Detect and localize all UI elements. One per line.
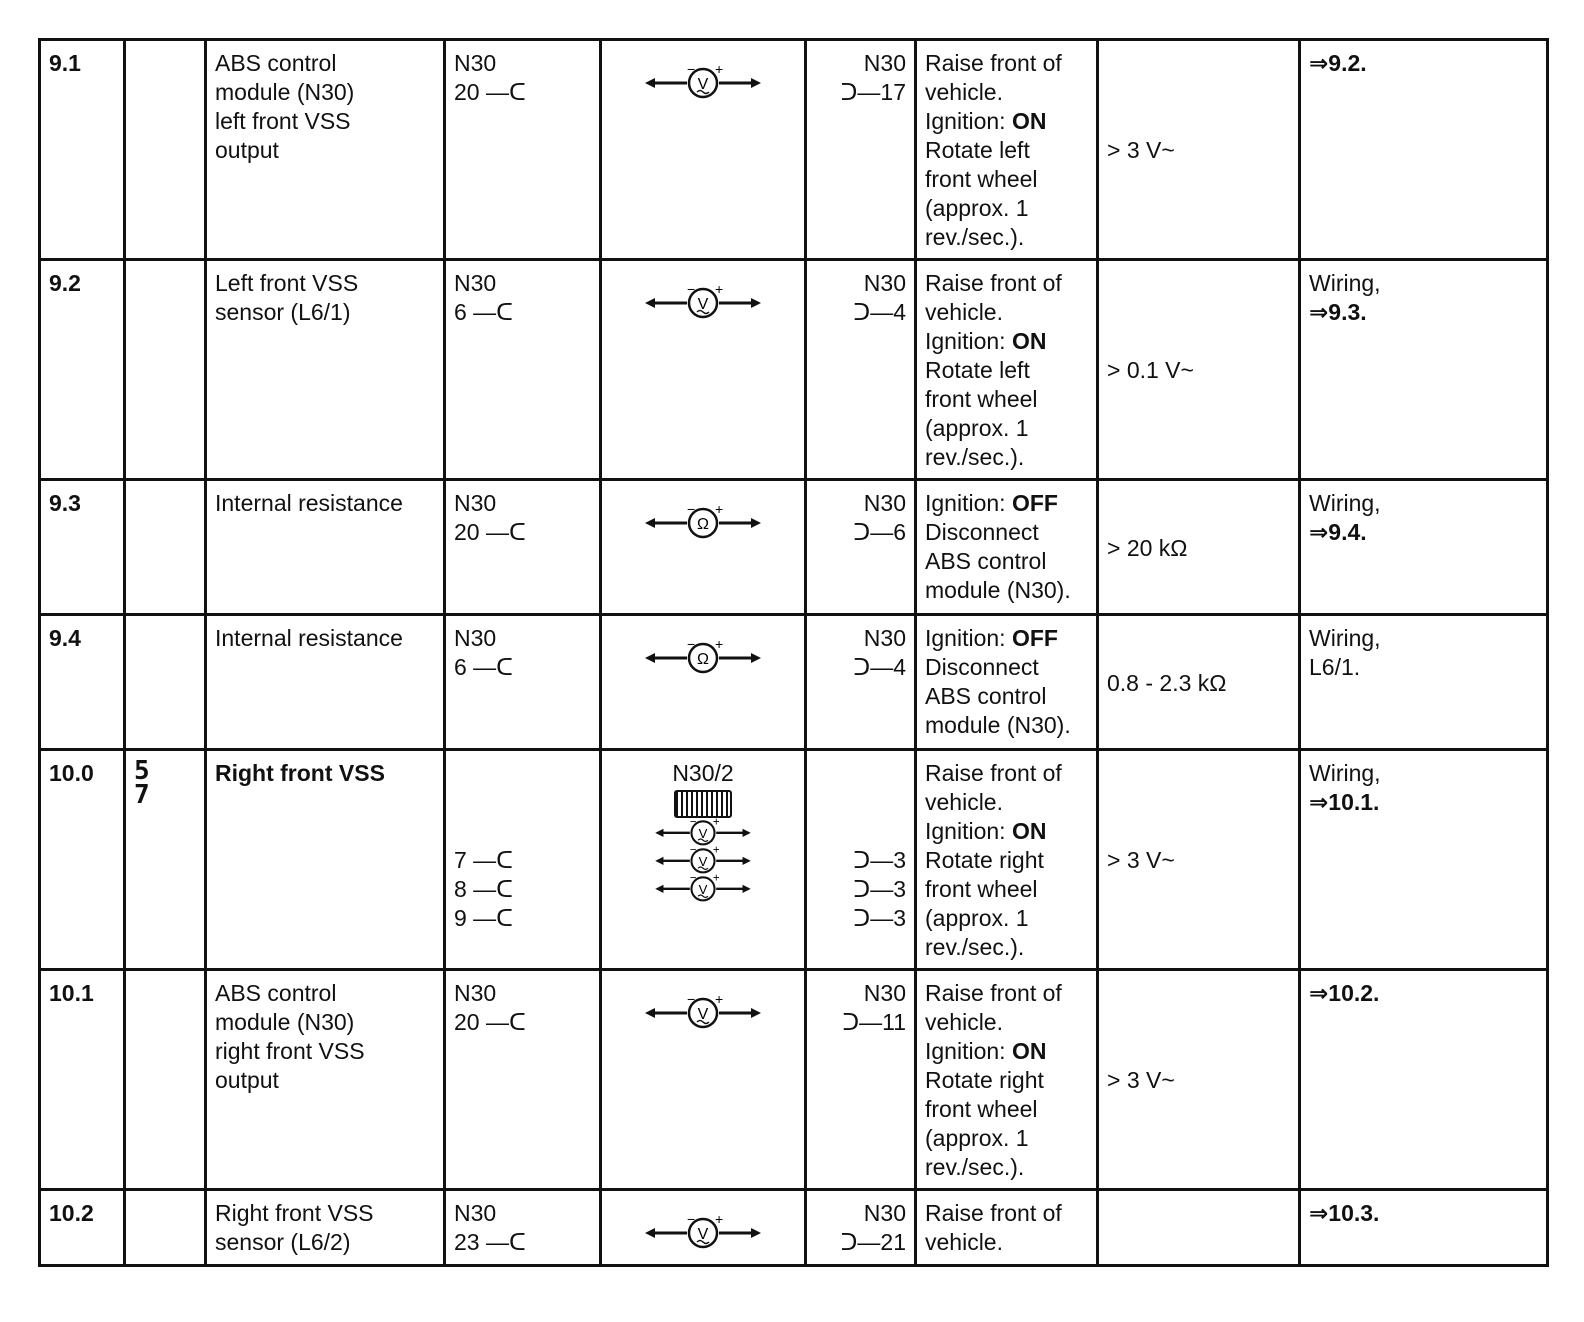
meter-symbol: [601, 1190, 806, 1266]
svg-text:−: −: [687, 65, 696, 77]
svg-text:Ω: Ω: [697, 516, 709, 533]
test-condition-line: vehicle.: [925, 1009, 1003, 1035]
test-condition-line: rev./sec.).: [925, 1154, 1025, 1180]
test-item: [206, 1190, 445, 1266]
test-condition-line: front wheel: [925, 386, 1038, 412]
control-module-connector-icon: [674, 790, 732, 818]
nominal-value: 0.8 - 2.3 kΩ: [1098, 615, 1300, 750]
step-number: 10.2: [40, 1190, 125, 1266]
test-item: [206, 40, 445, 260]
voltmeter-icon: [643, 874, 763, 902]
test-condition-line: Ignition: OFF: [925, 490, 1058, 516]
right-connector: [806, 260, 916, 480]
meter-symbol: [601, 615, 806, 750]
test-conditions: [916, 970, 1098, 1190]
right-connector-label: N30: [863, 270, 906, 296]
result-action: [1300, 615, 1548, 750]
ohmmeter-icon: [643, 640, 763, 674]
test-conditions: [916, 1190, 1098, 1266]
step-icon-cell: [125, 750, 206, 970]
test-condition-line: vehicle.: [925, 1229, 1003, 1255]
connector-right-icon: ᑐ—: [853, 519, 894, 545]
connector-left-icon: —ᑕ: [466, 905, 513, 931]
nominal-value: > 3 V~: [1098, 750, 1300, 970]
right-pin: ᑐ—3: [853, 847, 906, 873]
result-action: [1300, 260, 1548, 480]
test-item: [206, 970, 445, 1190]
nominal-value: > 3 V~: [1098, 40, 1300, 260]
test-condition-line: Raise front of: [925, 980, 1062, 1006]
test-item-line: Internal resistance: [215, 490, 403, 516]
left-connector: [445, 480, 601, 615]
test-condition-line: (approx. 1: [925, 1125, 1029, 1151]
svg-text:V: V: [698, 853, 708, 869]
test-item-line: ABS control: [215, 980, 337, 1006]
table-row: [40, 615, 1548, 750]
nominal-value: [1098, 1190, 1300, 1266]
right-connector: [806, 40, 916, 260]
left-connector-label: N30: [454, 50, 497, 76]
test-condition-line: Ignition: ON: [925, 1038, 1047, 1064]
module-label: N30/2: [672, 760, 734, 786]
test-condition-line: front wheel: [925, 166, 1038, 192]
table-row: [40, 260, 1548, 480]
test-condition-line: Ignition: ON: [925, 328, 1047, 354]
test-condition-line: rev./sec.).: [925, 444, 1025, 470]
left-connector: [445, 40, 601, 260]
test-item-line: Internal resistance: [215, 625, 403, 651]
right-pin: ᑐ—11: [842, 1009, 906, 1035]
left-pin: 6 —ᑕ: [454, 299, 513, 325]
left-connector: [445, 615, 601, 750]
result-action: [1300, 480, 1548, 615]
test-conditions: [916, 40, 1098, 260]
left-pin: 20 —ᑕ: [454, 79, 526, 105]
connector-right-icon: ᑐ—: [853, 654, 894, 680]
svg-text:−: −: [687, 1215, 696, 1227]
table-row: [40, 1190, 1548, 1266]
result-action: [1300, 970, 1548, 1190]
voltmeter-icon: [643, 995, 763, 1029]
test-item-line: Left front VSS: [215, 270, 359, 296]
test-condition-line: Ignition: ON: [925, 818, 1047, 844]
test-item-line: module (N30): [215, 79, 355, 105]
test-condition-line: (approx. 1: [925, 905, 1029, 931]
left-pin: 9 —ᑕ: [454, 905, 513, 931]
svg-text:−: −: [687, 640, 696, 652]
right-connector-label: N30: [863, 980, 906, 1006]
svg-text:Ω: Ω: [697, 651, 709, 668]
test-condition-line: vehicle.: [925, 789, 1003, 815]
right-pin: ᑐ—3: [853, 876, 906, 902]
result-action: [1300, 750, 1548, 970]
left-connector: [445, 970, 601, 1190]
svg-text:−: −: [687, 285, 696, 297]
diagnostic-table: [38, 38, 1549, 1267]
test-condition-line: ABS control: [925, 683, 1047, 709]
svg-text:V: V: [698, 881, 708, 897]
test-item-line: module (N30): [215, 1009, 355, 1035]
step-icon-cell: [125, 970, 206, 1190]
svg-text:+: +: [712, 818, 720, 829]
svg-text:V: V: [697, 1226, 709, 1243]
connector-left-icon: —ᑕ: [479, 1009, 526, 1035]
right-pin: ᑐ—4: [853, 299, 906, 325]
test-condition-line: Rotate left: [925, 357, 1030, 383]
test-item-line: right front VSS: [215, 1038, 365, 1064]
svg-text:V: V: [698, 825, 708, 841]
right-connector: [806, 970, 916, 1190]
connector-left-icon: —ᑕ: [479, 1229, 526, 1255]
step-number: 9.4: [40, 615, 125, 750]
svg-text:+: +: [715, 65, 724, 77]
step-number: 10.0: [40, 750, 125, 970]
next-step-link[interactable]: ⇒9.4.: [1309, 519, 1367, 545]
left-pin: 8 —ᑕ: [454, 876, 513, 902]
next-step-link[interactable]: ⇒10.2.: [1309, 980, 1380, 1006]
nominal-value: > 20 kΩ: [1098, 480, 1300, 615]
right-pin: ᑐ—6: [853, 519, 906, 545]
next-step-link[interactable]: ⇒10.1.: [1309, 789, 1380, 815]
step-icon-cell: [125, 615, 206, 750]
test-condition-line: Rotate left: [925, 137, 1030, 163]
test-item-line: sensor (L6/2): [215, 1229, 351, 1255]
test-conditions: [916, 260, 1098, 480]
test-condition-line: Raise front of: [925, 760, 1062, 786]
test-condition-line: ABS control: [925, 548, 1047, 574]
test-item-line: output: [215, 1067, 279, 1093]
next-step-link[interactable]: ⇒9.2.: [1309, 50, 1367, 76]
test-conditions: [916, 750, 1098, 970]
test-condition-line: Rotate right: [925, 1067, 1044, 1093]
svg-text:V: V: [697, 296, 709, 313]
svg-text:V: V: [697, 1006, 709, 1023]
test-item-line: ABS control: [215, 50, 337, 76]
meter-symbol: [601, 750, 806, 970]
step-icon-cell: [125, 1190, 206, 1266]
connector-left-icon: —ᑕ: [466, 654, 513, 680]
left-connector: [445, 750, 601, 970]
left-pin: 20 —ᑕ: [454, 519, 526, 545]
right-connector: [806, 750, 916, 970]
result-text: Wiring,: [1309, 490, 1381, 516]
step-icon-cell: [125, 40, 206, 260]
table-row: [40, 480, 1548, 615]
test-item-line: output: [215, 137, 279, 163]
svg-text:−: −: [689, 818, 697, 829]
left-pin: 20 —ᑕ: [454, 1009, 526, 1035]
voltmeter-icon: [643, 285, 763, 319]
meter-symbol: [601, 970, 806, 1190]
test-conditions: [916, 480, 1098, 615]
connector-right-icon: ᑐ—: [840, 79, 881, 105]
test-condition-line: front wheel: [925, 1096, 1038, 1122]
connector-right-icon: ᑐ—: [840, 1229, 881, 1255]
test-condition-line: vehicle.: [925, 79, 1003, 105]
right-connector-label: N30: [863, 490, 906, 516]
test-item-line: sensor (L6/1): [215, 299, 351, 325]
svg-text:V: V: [697, 76, 709, 93]
connector-right-icon: ᑐ—: [842, 1009, 883, 1035]
result-action: [1300, 1190, 1548, 1266]
connector-left-icon: —ᑕ: [466, 299, 513, 325]
right-connector: [806, 480, 916, 615]
svg-text:+: +: [715, 285, 724, 297]
test-item: [206, 750, 445, 970]
test-condition-line: Ignition: ON: [925, 108, 1047, 134]
test-condition-line: module (N30).: [925, 712, 1071, 738]
connector-right-icon: ᑐ—: [853, 299, 894, 325]
svg-text:+: +: [712, 846, 720, 857]
left-connector-label: N30: [454, 490, 497, 516]
meter-symbol: [601, 260, 806, 480]
test-condition-line: rev./sec.).: [925, 934, 1025, 960]
test-condition-line: Disconnect: [925, 654, 1039, 680]
voltmeter-icon: [643, 846, 763, 874]
test-item: [206, 480, 445, 615]
svg-text:+: +: [715, 505, 724, 517]
connector-left-icon: —ᑕ: [466, 847, 513, 873]
result-text: L6/1.: [1309, 654, 1361, 680]
test-conditions: [916, 615, 1098, 750]
test-item: [206, 615, 445, 750]
connector-right-icon: ᑐ—: [853, 905, 894, 931]
svg-text:−: −: [687, 505, 696, 517]
right-connector-label: N30: [863, 50, 906, 76]
left-connector-label: N30: [454, 270, 497, 296]
test-item-line: Right front VSS: [215, 1200, 374, 1226]
result-text: Wiring,: [1309, 760, 1381, 786]
meter-symbol: [601, 480, 806, 615]
test-condition-line: module (N30).: [925, 577, 1071, 603]
test-condition-line: Rotate right: [925, 847, 1044, 873]
svg-text:+: +: [712, 874, 720, 885]
test-item-line: left front VSS: [215, 108, 351, 134]
test-condition-line: Raise front of: [925, 1200, 1062, 1226]
right-connector-label: N30: [863, 1200, 906, 1226]
left-connector-label: N30: [454, 1200, 497, 1226]
result-text: Wiring,: [1309, 270, 1381, 296]
step-number: 9.1: [40, 40, 125, 260]
test-condition-line: Raise front of: [925, 270, 1062, 296]
test-condition-line: Raise front of: [925, 50, 1062, 76]
test-condition-line: rev./sec.).: [925, 224, 1025, 250]
left-connector: [445, 1190, 601, 1266]
step-icon-cell: [125, 480, 206, 615]
voltmeter-icon: [643, 818, 763, 846]
left-connector-label: N30: [454, 980, 497, 1006]
step-number: 9.2: [40, 260, 125, 480]
step-number: 9.3: [40, 480, 125, 615]
right-connector: [806, 615, 916, 750]
test-condition-line: front wheel: [925, 876, 1038, 902]
svg-text:+: +: [715, 1215, 724, 1227]
svg-text:−: −: [687, 995, 696, 1007]
test-condition-line: (approx. 1: [925, 415, 1029, 441]
test-item: [206, 260, 445, 480]
connector-left-icon: —ᑕ: [479, 79, 526, 105]
step-icon-cell: [125, 260, 206, 480]
meter-symbol: [601, 40, 806, 260]
right-pin: ᑐ—21: [840, 1229, 906, 1255]
left-connector: [445, 260, 601, 480]
test-condition-line: Ignition: OFF: [925, 625, 1058, 651]
left-pin: 6 —ᑕ: [454, 654, 513, 680]
connector-left-icon: —ᑕ: [479, 519, 526, 545]
voltmeter-icon: [643, 65, 763, 99]
left-pin: 7 —ᑕ: [454, 847, 513, 873]
connector-right-icon: ᑐ—: [853, 876, 894, 902]
right-pin: ᑐ—3: [853, 905, 906, 931]
connector-left-icon: —ᑕ: [466, 876, 513, 902]
svg-text:+: +: [715, 640, 724, 652]
svg-text:−: −: [689, 846, 697, 857]
table-row: [40, 750, 1548, 970]
right-pin: ᑐ—4: [853, 654, 906, 680]
voltmeter-icon: [643, 1215, 763, 1249]
next-step-link[interactable]: ⇒9.3.: [1309, 299, 1367, 325]
test-condition-line: vehicle.: [925, 299, 1003, 325]
right-pin: ᑐ—17: [840, 79, 906, 105]
table-row: [40, 970, 1548, 1190]
connector-right-icon: ᑐ—: [853, 847, 894, 873]
test-item-line: Right front VSS: [215, 760, 385, 786]
svg-text:+: +: [715, 995, 724, 1007]
left-connector-label: N30: [454, 625, 497, 651]
result-text: Wiring,: [1309, 625, 1381, 651]
table-row: [40, 40, 1548, 260]
nominal-value: > 3 V~: [1098, 970, 1300, 1190]
test-connection-icon: 5 7: [134, 756, 150, 810]
test-condition-line: Disconnect: [925, 519, 1039, 545]
next-step-link[interactable]: ⇒10.3.: [1309, 1200, 1380, 1226]
ohmmeter-icon: [643, 505, 763, 539]
left-pin: 23 —ᑕ: [454, 1229, 526, 1255]
nominal-value: > 0.1 V~: [1098, 260, 1300, 480]
svg-text:−: −: [689, 874, 697, 885]
step-number: 10.1: [40, 970, 125, 1190]
right-connector: [806, 1190, 916, 1266]
result-action: [1300, 40, 1548, 260]
right-connector-label: N30: [863, 625, 906, 651]
test-condition-line: (approx. 1: [925, 195, 1029, 221]
